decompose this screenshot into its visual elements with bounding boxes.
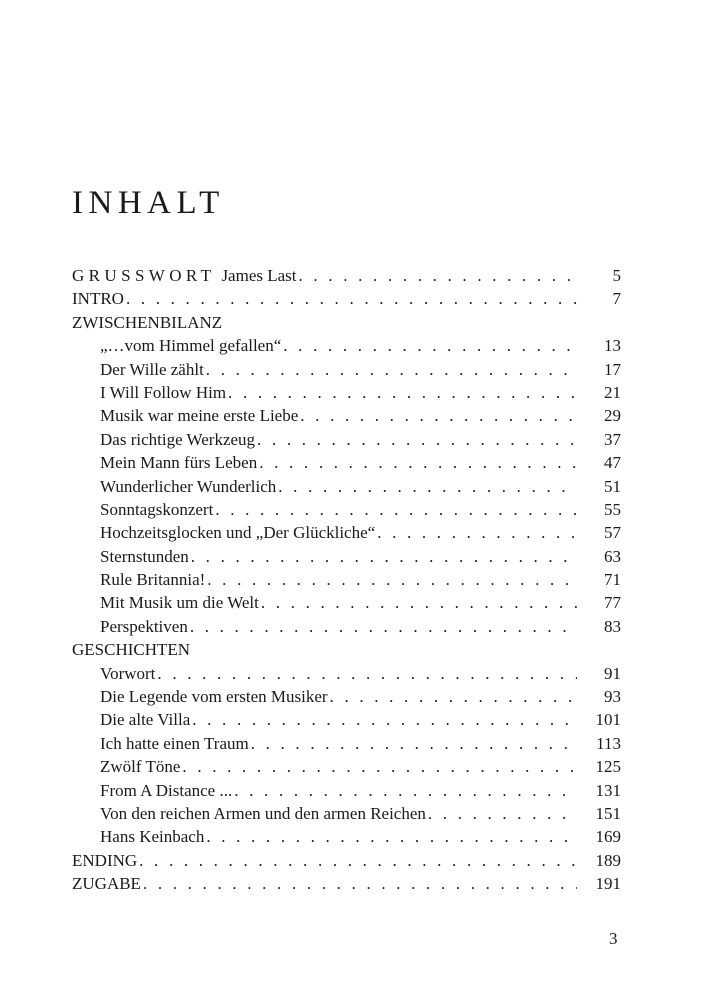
toc-entry-label: Sternstunden — [100, 546, 189, 566]
toc-entry-label: Hans Keinbach — [100, 827, 205, 847]
list-item — [72, 428, 621, 451]
table-of-contents — [72, 264, 621, 896]
list-item — [72, 545, 621, 568]
leader-dots — [300, 404, 577, 427]
toc-entry-label: From A Distance ... — [100, 780, 233, 800]
page-number: 3 — [609, 929, 618, 948]
toc-entry-label: Mein Mann fürs Leben — [100, 453, 258, 473]
toc-entry-page: 7 — [612, 289, 621, 309]
leader-dots — [228, 381, 577, 404]
toc-entry-page: 63 — [604, 546, 621, 566]
toc-entry-label: Die alte Villa — [100, 710, 191, 730]
toc-entry-label: I Will Follow Him — [100, 382, 227, 402]
toc-section-geschichten — [72, 638, 621, 661]
leader-dots — [428, 802, 577, 825]
list-item — [72, 755, 621, 778]
list-item — [72, 521, 621, 544]
toc-entry-page: 93 — [604, 687, 621, 707]
leader-dots — [259, 451, 577, 474]
toc-entry-label: ENDING — [72, 850, 138, 870]
leader-dots — [377, 521, 577, 544]
toc-entry-label: Mit Musik um die Welt — [100, 593, 259, 613]
toc-entry-page: 5 — [612, 266, 621, 285]
toc-entry-page: 17 — [604, 359, 621, 379]
list-item — [72, 615, 621, 638]
list-item — [72, 685, 621, 708]
toc-entry-label: Die Legende vom ersten Musiker — [100, 687, 328, 707]
leader-dots — [190, 615, 577, 638]
list-item — [72, 451, 621, 474]
list-item — [72, 825, 621, 848]
toc-entry-label: Ich hatte einen Traum — [100, 733, 249, 753]
toc-entry-page: 151 — [595, 803, 621, 823]
toc-entry-page: 47 — [604, 453, 621, 473]
leader-dots — [251, 732, 577, 755]
toc-entry-page: 189 — [595, 850, 621, 870]
toc-entry-page: 55 — [604, 499, 621, 519]
toc-entry-label: Wunderlicher Wunderlich — [100, 476, 277, 496]
toc-entry-label: GRUSSWORT — [72, 266, 216, 285]
toc-entry-author: James Last — [221, 266, 297, 285]
list-item — [72, 779, 621, 802]
leader-dots — [206, 358, 577, 381]
page-title: INHALT — [72, 185, 225, 221]
list-item — [72, 475, 621, 498]
toc-entry-page: 169 — [595, 827, 621, 847]
leader-dots — [191, 545, 577, 568]
toc-entry-intro — [72, 287, 621, 310]
list-item — [72, 591, 621, 614]
leader-dots — [215, 498, 577, 521]
toc-section-label: GESCHICHTEN — [72, 640, 191, 660]
list-item — [72, 334, 621, 357]
toc-entry-page: 125 — [595, 757, 621, 777]
toc-entry-label: Rule Britannia! — [100, 570, 206, 590]
leader-dots — [192, 708, 577, 731]
toc-entry-page: 57 — [604, 523, 621, 543]
toc-entry-label: Sonntagskonzert — [100, 499, 214, 519]
list-item — [72, 802, 621, 825]
toc-entry-page: 91 — [604, 663, 621, 683]
leader-dots — [283, 334, 577, 357]
list-item — [72, 708, 621, 731]
leader-dots — [143, 872, 577, 895]
list-item — [72, 568, 621, 591]
leader-dots — [257, 428, 577, 451]
leader-dots — [182, 755, 577, 778]
toc-section-zwischenbilanz — [72, 311, 621, 334]
toc-entry-label: Zwölf Töne — [100, 757, 181, 777]
toc-entry-page: 101 — [595, 710, 621, 730]
toc-entry-page: 113 — [596, 733, 621, 753]
toc-entry-label: Der Wille zählt — [100, 359, 204, 379]
toc-entry-page: 77 — [604, 593, 621, 613]
leader-dots — [330, 685, 577, 708]
leader-dots — [139, 849, 577, 872]
toc-entry-page: 37 — [604, 429, 621, 449]
toc-entry-label: ZUGABE — [72, 874, 141, 894]
toc-section-label: ZWISCHENBILANZ — [72, 312, 223, 332]
leader-dots — [299, 264, 577, 287]
toc-entry-page: 191 — [595, 874, 621, 894]
toc-entry-label: Das richtige Werkzeug — [100, 429, 256, 449]
list-item — [72, 358, 621, 381]
leader-dots — [157, 662, 577, 685]
toc-entry-page: 21 — [604, 382, 621, 402]
list-item — [72, 381, 621, 404]
toc-entry-grusswort — [72, 264, 621, 287]
list-item — [72, 404, 621, 427]
toc-entry-ending — [72, 849, 621, 872]
toc-entry-label: Vorwort — [100, 663, 156, 683]
leader-dots — [206, 825, 577, 848]
toc-entry-label: Perspektiven — [100, 616, 188, 636]
toc-entry-label: INTRO — [72, 289, 124, 309]
toc-entry-label: Musik war meine erste Liebe — [100, 406, 299, 426]
toc-entry-page: 13 — [604, 336, 621, 356]
toc-entry-page: 71 — [604, 570, 621, 590]
toc-entry-zugabe — [72, 872, 621, 895]
toc-entry-page: 83 — [604, 616, 621, 636]
toc-entry-label: „…vom Himmel gefallen“ — [100, 336, 282, 356]
list-item — [72, 498, 621, 521]
toc-entry-label: Von den reichen Armen und den armen Reichen — [100, 803, 426, 823]
toc-entry-page: 131 — [595, 780, 621, 800]
leader-dots — [278, 475, 577, 498]
list-item — [72, 732, 621, 755]
leader-dots — [207, 568, 577, 591]
leader-dots — [234, 779, 577, 802]
toc-entry-page: 51 — [604, 476, 621, 496]
leader-dots — [126, 287, 577, 310]
leader-dots — [261, 591, 577, 614]
toc-entry-label: Hochzeitsglocken und „Der Glückliche“ — [100, 523, 376, 543]
list-item — [72, 662, 621, 685]
toc-entry-page: 29 — [604, 406, 621, 426]
